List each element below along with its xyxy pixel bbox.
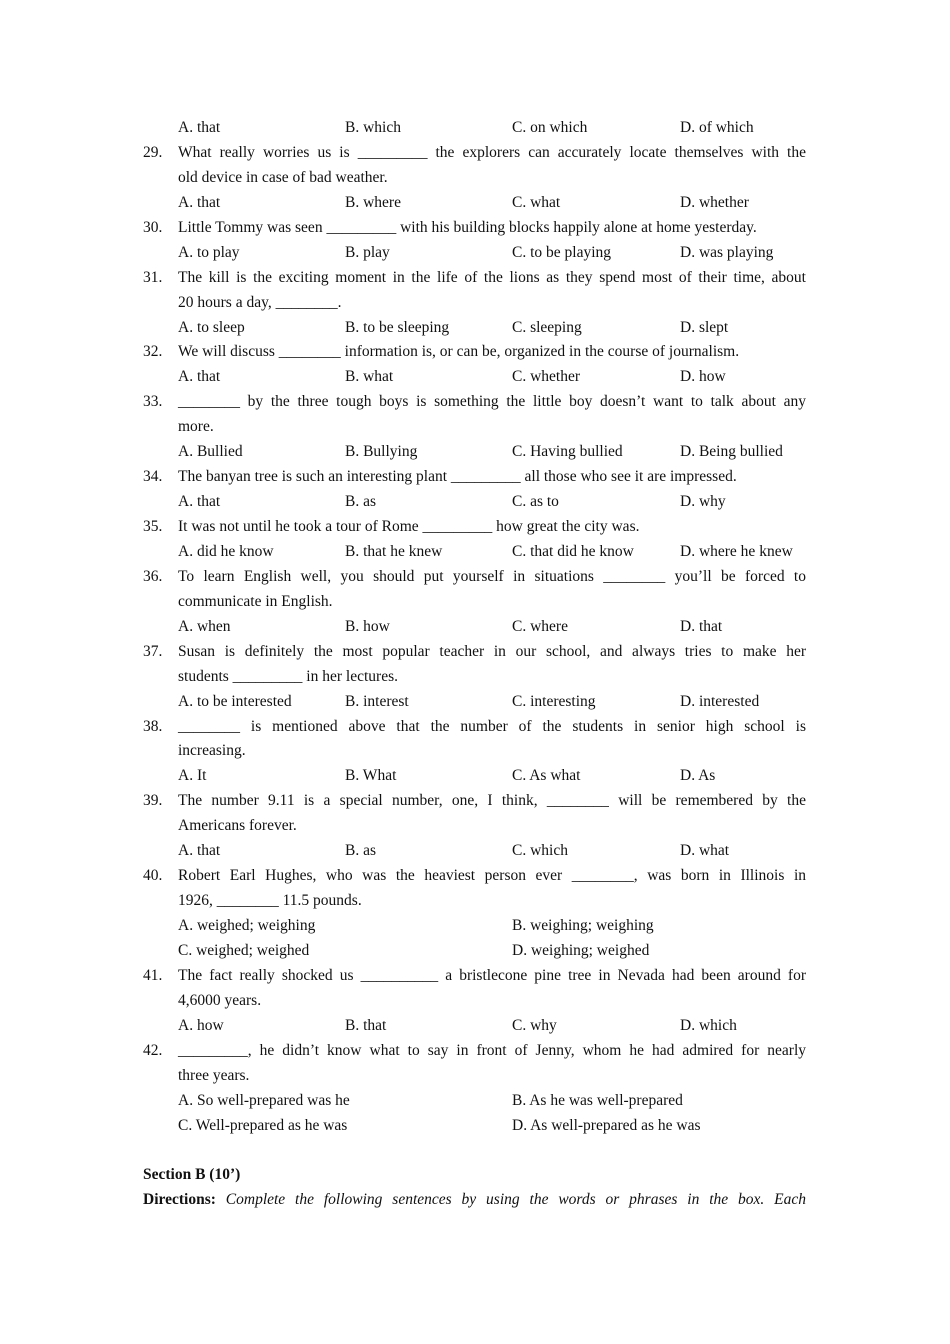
- question-28-options: [0, 116, 950, 141]
- option-d: D. was playing: [680, 243, 774, 261]
- option-d: D. interested: [680, 692, 760, 710]
- option-d: D. of which: [680, 119, 754, 136]
- question-number: 39.: [143, 792, 163, 810]
- question-number: 31.: [143, 268, 163, 286]
- question-text: Susan is definitely the most popular teacher in our school, and always tries to make her: [178, 642, 806, 660]
- question-41-stem-cont: [0, 989, 950, 1014]
- question-number: 40.: [143, 867, 163, 885]
- question-text: To learn English well, you should put yourself in situations ________ you’ll be forced to: [178, 567, 806, 585]
- question-text-cont: Americans forever.: [178, 817, 297, 835]
- section-title: Section B (10’): [143, 1166, 241, 1184]
- option-a: A. how: [178, 1016, 224, 1034]
- option-d: D. whether: [680, 193, 749, 211]
- question-36-stem-cont: [0, 590, 950, 615]
- question-40-stem: [0, 864, 950, 889]
- option-c: C. where: [512, 617, 568, 635]
- question-42-stem-cont: [0, 1064, 950, 1089]
- question-38-stem-cont: [0, 739, 950, 764]
- option-a: A. to play: [178, 243, 240, 261]
- option-b: B. interest: [345, 692, 409, 710]
- option-c: C. that did he know: [512, 542, 634, 560]
- question-text-cont: increasing.: [178, 742, 246, 760]
- option-a: A. that: [178, 193, 221, 211]
- option-b: B. which: [345, 119, 401, 136]
- option-d: D. what: [680, 842, 730, 860]
- question-31-stem: [0, 266, 950, 291]
- question-text: The banyan tree is such an interesting plant _________ all those who see it are impressed.: [178, 468, 737, 486]
- option-c: C. on which: [512, 119, 588, 136]
- option-a: A. to be interested: [178, 692, 292, 710]
- option-c: C. As what: [512, 767, 581, 785]
- option-c: C. weighed; weighed: [178, 941, 310, 959]
- section-spacer: [0, 1138, 950, 1163]
- question-number: 42.: [143, 1041, 163, 1059]
- option-c: C. whether: [512, 368, 581, 386]
- question-40-options-row2: [0, 939, 950, 964]
- option-a: A. It: [178, 767, 207, 785]
- question-text-cont: three years.: [178, 1066, 250, 1084]
- question-text-cont: communicate in English.: [178, 592, 333, 610]
- question-36-stem: [0, 565, 950, 590]
- option-a: A. that: [178, 119, 221, 136]
- question-38-options: [0, 764, 950, 789]
- question-30-stem: [0, 216, 950, 241]
- question-39-stem-cont: [0, 814, 950, 839]
- question-text: Little Tommy was seen _________ with his building blocks happily alone at home yesterday.: [178, 218, 757, 236]
- question-37-stem-cont: [0, 665, 950, 690]
- option-b: B. play: [345, 243, 390, 261]
- question-41-options: [0, 1014, 950, 1039]
- question-number: 35.: [143, 518, 163, 535]
- option-c: C. interesting: [512, 692, 596, 710]
- question-35-options: [0, 540, 950, 565]
- question-41-stem: [0, 964, 950, 989]
- question-number: 34.: [143, 468, 163, 486]
- option-b: B. that: [345, 1016, 387, 1034]
- question-text-cont: 1926, ________ 11.5 pounds.: [178, 892, 362, 910]
- question-30-options: [0, 241, 950, 266]
- option-b: B. as: [345, 842, 376, 860]
- option-b: B. Bullying: [345, 443, 418, 461]
- question-33-options: [0, 440, 950, 465]
- question-number: 36.: [143, 567, 163, 585]
- option-a: A. weighed; weighing: [178, 917, 316, 934]
- option-a: A. that: [178, 368, 221, 386]
- question-text: ________ by the three tough boys is something the little boy doesn’t want to talk about any: [178, 393, 806, 411]
- option-a: A. that: [178, 493, 221, 511]
- question-40-options-row1: [0, 914, 950, 939]
- question-number: 38.: [143, 717, 163, 735]
- question-text: The kill is the exciting moment in the life of the lions as they spend most of their time, about: [178, 268, 806, 286]
- option-b: B. What: [345, 767, 397, 785]
- option-b: B. that he knew: [345, 542, 443, 560]
- question-text-cont: students _________ in her lectures.: [178, 667, 398, 685]
- option-d: D. that: [680, 617, 723, 635]
- option-b: B. where: [345, 193, 401, 211]
- question-42-options-row1: [0, 1089, 950, 1114]
- option-d: D. slept: [680, 318, 729, 336]
- option-a: A. Bullied: [178, 443, 243, 461]
- option-d: D. As: [680, 767, 716, 785]
- option-d: D. As well-prepared as he was: [512, 1116, 701, 1134]
- question-text: The fact really shocked us __________ a bristlecone pine tree in Nevada had been around for: [178, 966, 806, 984]
- question-40-stem-cont: [0, 889, 950, 914]
- question-text: It was not until he took a tour of Rome _________ how great the city was.: [178, 518, 640, 535]
- option-c: C. Well-prepared as he was: [178, 1116, 348, 1134]
- question-text: ________ is mentioned above that the number of the students in senior high school is: [178, 717, 806, 735]
- directions-text: [143, 1188, 806, 1213]
- directions-body: Complete the following sentences by using the words or phrases in the box. Each: [225, 1191, 806, 1209]
- question-35-stem: [0, 515, 950, 540]
- question-number: 29.: [143, 143, 163, 161]
- option-c: C. why: [512, 1016, 557, 1034]
- question-text: What really worries us is _________ the explorers can accurately locate themselves with the: [178, 143, 806, 161]
- question-32-options: [0, 365, 950, 390]
- question-29-stem: [0, 141, 950, 166]
- question-number: 37.: [143, 642, 163, 660]
- option-d: D. which: [680, 1016, 737, 1034]
- option-b: B. As he was well-prepared: [512, 1091, 683, 1109]
- option-c: C. what: [512, 193, 561, 211]
- question-text-cont: 4,6000 years.: [178, 991, 262, 1009]
- option-a: A. that: [178, 842, 221, 860]
- question-text: We will discuss ________ information is, or can be, organized in the course of journalism.: [178, 343, 740, 361]
- question-number: 30.: [143, 218, 163, 236]
- question-29-stem-cont: [0, 166, 950, 191]
- question-33-stem-cont: [0, 415, 950, 440]
- option-b: B. how: [345, 617, 390, 635]
- option-a: A. to sleep: [178, 318, 245, 336]
- option-b: B. what: [345, 368, 394, 386]
- question-39-stem: [0, 789, 950, 814]
- question-text-cont: old device in case of bad weather.: [178, 168, 388, 186]
- option-b: B. as: [345, 493, 376, 511]
- question-32-stem: [0, 340, 950, 365]
- option-d: D. weighing; weighed: [512, 941, 650, 959]
- question-31-stem-cont: [0, 291, 950, 316]
- section-b-heading: [0, 1163, 950, 1188]
- question-38-stem: [0, 715, 950, 740]
- exam-page: [0, 116, 950, 1213]
- option-d: D. how: [680, 368, 726, 386]
- question-number: 32.: [143, 343, 163, 361]
- question-number: 41.: [143, 966, 163, 984]
- section-b-directions: [0, 1188, 950, 1213]
- question-text: The number 9.11 is a special number, one, I think, ________ will be remembered by the: [178, 792, 806, 810]
- option-a: A. did he know: [178, 542, 274, 560]
- option-d: D. where he knew: [680, 542, 793, 560]
- question-31-options: [0, 316, 950, 341]
- option-a: A. So well-prepared was he: [178, 1091, 350, 1109]
- question-33-stem: [0, 390, 950, 415]
- option-a: A. when: [178, 617, 231, 635]
- option-b: B. weighing; weighing: [512, 917, 654, 934]
- question-text-cont: more.: [178, 418, 214, 436]
- question-text: _________, he didn’t know what to say in front of Jenny, whom he had admired for nearly: [178, 1041, 806, 1059]
- option-c: C. as to: [512, 493, 559, 511]
- option-c: C. to be playing: [512, 243, 612, 261]
- directions-label: Directions:: [143, 1191, 216, 1209]
- question-37-stem: [0, 640, 950, 665]
- option-c: C. sleeping: [512, 318, 582, 336]
- question-text-cont: 20 hours a day, ________.: [178, 293, 342, 311]
- option-d: D. why: [680, 493, 726, 511]
- question-39-options: [0, 839, 950, 864]
- question-number: 33.: [143, 393, 163, 411]
- question-42-stem: [0, 1039, 950, 1064]
- question-36-options: [0, 615, 950, 640]
- option-c: C. Having bullied: [512, 443, 623, 461]
- question-34-options: [0, 490, 950, 515]
- question-text: Robert Earl Hughes, who was the heaviest person ever ________, was born in Illinois in: [178, 867, 806, 885]
- option-b: B. to be sleeping: [345, 318, 450, 336]
- question-29-options: [0, 191, 950, 216]
- question-42-options-row2: [0, 1114, 950, 1139]
- question-37-options: [0, 690, 950, 715]
- question-34-stem: [0, 465, 950, 490]
- option-c: C. which: [512, 842, 568, 860]
- option-d: D. Being bullied: [680, 443, 783, 461]
